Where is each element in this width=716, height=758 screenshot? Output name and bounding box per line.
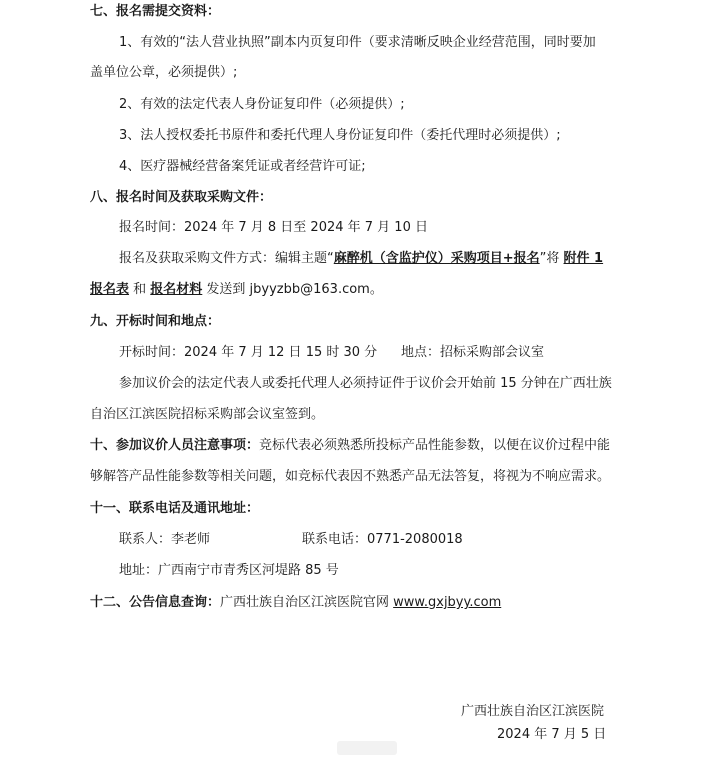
registration-form-link[interactable]: 报名表 [90, 282, 130, 297]
method-and: 和 [129, 282, 151, 297]
registration-method-cont [90, 280, 383, 300]
website-link[interactable]: www.gxjbyy.com [393, 595, 502, 610]
issuing-organization: 广西壮族自治区江滨医院 [461, 704, 605, 719]
section-7-item-4: 4、医疗器械经营备案凭证或者经营许可证; [119, 159, 366, 174]
faint-watermark [337, 741, 397, 755]
attachment-1-link[interactable]: 附件 1 [563, 251, 604, 266]
sign-in-note: 参加议价会的法定代表人或委托代理人必须持证件于议价会开始前 15 分钟在广西壮族 [119, 376, 612, 391]
section-10-text: 竞标代表必须熟悉所投标产品性能参数，以便在议价过程中能 [259, 438, 611, 453]
sign-in-note-cont: 自治区江滨医院招标采购部会议室签到。 [90, 407, 325, 422]
section-9-heading: 九、开标时间和地点： [90, 314, 221, 329]
contact-address: 地址：广西南宁市青秀区河堤路 85 号 [119, 563, 339, 578]
method-prefix: 报名及获取采购文件方式：编辑主题“ [119, 251, 334, 266]
section-7-item-1-cont: 盖单位公章，必须提供）; [90, 65, 238, 80]
method-email: 发送到 jbyyzbb@163.com。 [202, 282, 383, 297]
section-8-heading: 八、报名时间及获取采购文件： [90, 190, 273, 205]
section-10 [90, 436, 610, 456]
section-12-heading: 十二、公告信息查询： [90, 595, 221, 610]
contact-person: 联系人：李老师 [119, 532, 211, 547]
section-7-heading: 七、报名需提交资料： [90, 4, 221, 19]
opening-time: 开标时间：2024 年 7 月 12 日 15 时 30 分 [119, 345, 378, 360]
issue-date: 2024 年 7 月 5 日 [497, 727, 607, 742]
registration-method [119, 249, 603, 269]
section-11-heading: 十一、联系电话及通讯地址： [90, 501, 260, 516]
method-mid: ”将 [539, 251, 564, 266]
section-12-text: 广西壮族自治区江滨医院官网 [220, 595, 394, 610]
section-7-item-2: 2、有效的法定代表人身份证复印件（必须提供）; [119, 97, 405, 112]
opening-location: 地点：招标采购部会议室 [401, 345, 545, 360]
section-7-item-1: 1、有效的“法人营业执照”副本内页复印件（要求清晰反映企业经营范围，同时要加 [119, 35, 596, 50]
registration-material-link[interactable]: 报名材料 [150, 282, 203, 297]
section-7-item-3: 3、法人授权委托书原件和委托代理人身份证复印件（委托代理时必须提供）; [119, 128, 561, 143]
section-12 [90, 593, 501, 613]
contact-phone: 联系电话：0771-2080018 [302, 532, 463, 547]
registration-time: 报名时间：2024 年 7 月 8 日至 2024 年 7 月 10 日 [119, 220, 428, 235]
section-10-text-cont: 够解答产品性能参数等相关问题，如竞标代表因不熟悉产品无法答复，将视为不响应需求。 [90, 469, 611, 484]
section-10-heading: 十、参加议价人员注意事项： [90, 438, 260, 453]
email-subject: 麻醉机（含监护仪）采购项目+报名 [333, 251, 540, 266]
